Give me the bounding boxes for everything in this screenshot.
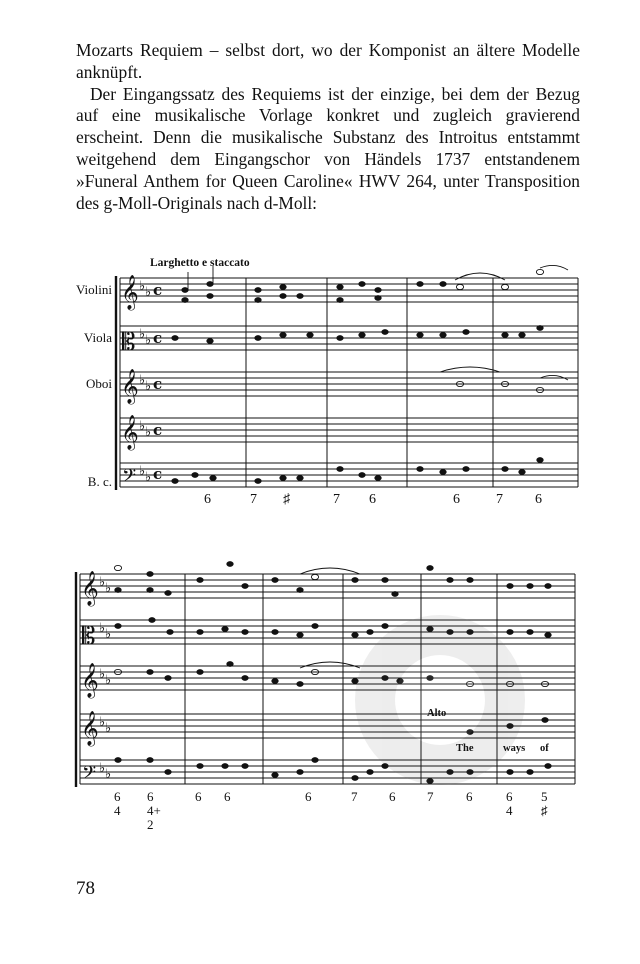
figure: 6 [195,789,202,804]
figure: 6 [535,492,542,507]
figure: 2 [147,817,154,832]
svg-text:𝄡: 𝄡 [82,622,96,650]
paragraph-1: Mozarts Requiem – selbst dort, wo der Komponist an ältere Modelle anknüpft. [76,40,580,82]
figure: 7 [427,789,434,804]
svg-text:𝄢: 𝄢 [122,466,137,491]
notes-system-1 [172,265,568,483]
figure: 6 [369,492,376,507]
lyrics [456,743,549,754]
svg-text:𝄞: 𝄞 [121,415,139,450]
figure: 6 [453,492,460,507]
figure: 7 [351,789,358,804]
svg-text:♭: ♭ [145,470,152,485]
tempo-marking: Larghetto e staccato [150,257,250,269]
svg-text:♭: ♭ [145,379,152,394]
svg-text:𝄞: 𝄞 [81,663,99,698]
svg-text:♭: ♭ [145,285,152,300]
svg-text:♭: ♭ [105,721,112,736]
svg-text:♭: ♭ [139,327,146,342]
svg-text:♭: ♭ [105,581,112,596]
svg-text:♭: ♭ [99,715,106,730]
lyric-word: The [456,743,474,754]
svg-text:♭: ♭ [139,464,146,479]
figure: 6 [224,789,231,804]
svg-text:♭: ♭ [105,673,112,688]
figure: 7 [250,492,257,507]
page-number: 78 [76,878,95,899]
clefs [81,275,139,788]
svg-text:♭: ♭ [139,279,146,294]
svg-text:𝄡: 𝄡 [122,328,136,356]
figure: 6 [466,789,473,804]
figure: 6 [204,492,211,507]
figure: 7 [333,492,340,507]
svg-text:c: c [153,329,163,347]
time-signatures [153,281,162,483]
svg-text:♭: ♭ [139,419,146,434]
figure: 6 [147,789,154,804]
publisher-watermark [355,615,525,785]
svg-text:♭: ♭ [99,621,106,636]
svg-text:c: c [153,375,163,393]
figured-bass-system-2 [114,789,548,832]
svg-text:𝄢: 𝄢 [82,763,97,788]
svg-text:𝄞: 𝄞 [121,369,139,404]
system-1-staves [120,278,578,487]
figure: 4 [114,803,121,818]
figure: 5 [541,789,548,804]
figured-bass-system-1 [204,492,542,507]
svg-text:𝄞: 𝄞 [81,571,99,606]
lyric-word: of [540,743,549,754]
svg-text:♭: ♭ [145,425,152,440]
figure: 7 [496,492,503,507]
figure: 6 [114,789,121,804]
instrument-label-viola: Viola [83,330,112,345]
figure: 4 [506,803,513,818]
svg-text:𝄞: 𝄞 [81,711,99,746]
svg-text:♭: ♭ [99,575,106,590]
voice-label-alto: Alto [427,708,447,719]
svg-text:♭: ♭ [105,627,112,642]
instrument-label-bc: B. c. [87,474,112,489]
lyric-word: ways [503,743,526,754]
svg-text:𝄞: 𝄞 [121,275,139,310]
figure: 6 [389,789,396,804]
svg-text:♭: ♭ [99,761,106,776]
figure: 6 [305,789,312,804]
paragraph-2: Der Eingangssatz des Requiems ist der einzige, bei dem der Bezug auf eine musikalische Vorlage konkret und zugleich gravierend erscheint. Denn die musikalische Substanz des Introitus entstammt weitgehend dem Eingangschor von Händels 1737 entstandenem »Funeral Anthem for Queen Caroline« HWV 264, unter Transposition des g-Moll-Originals nach d-Moll: [76,83,580,213]
instrument-label-violini: Violini [75,282,112,297]
svg-text:c: c [153,281,163,299]
svg-text:♭: ♭ [139,373,146,388]
svg-text:c: c [153,421,163,439]
svg-text:♭: ♭ [105,767,112,782]
instrument-label-oboi: Oboi [86,376,112,391]
figure: 4+ [147,803,161,818]
figure: ♯ [541,803,548,818]
svg-text:c: c [153,465,163,483]
figure: 6 [506,789,513,804]
svg-text:♭: ♭ [99,667,106,682]
figure: ♯ [283,492,290,507]
svg-text:♭: ♭ [145,333,152,348]
